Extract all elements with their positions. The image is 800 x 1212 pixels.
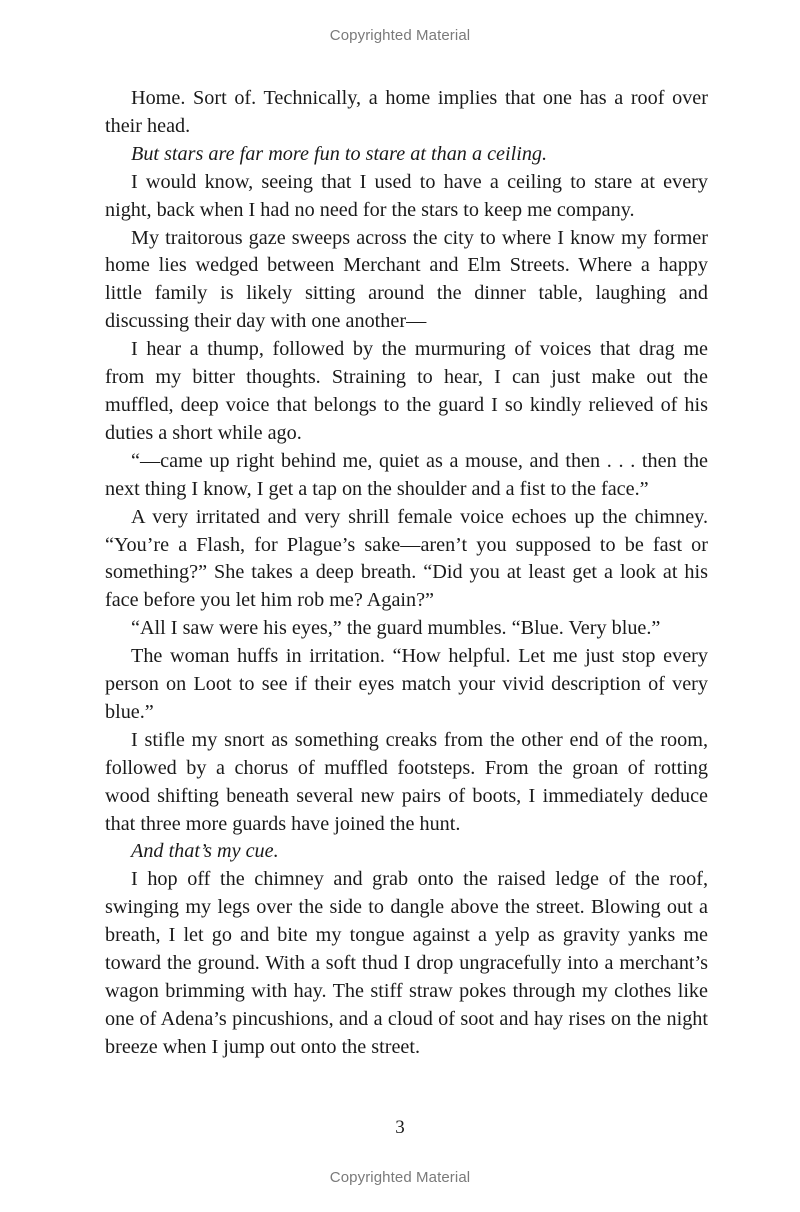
paragraph: “—came up right behind me, quiet as a mouse, and then . . . then the next thing I know, I get a tap on the shoulder and a fist to the face.” <box>105 449 708 500</box>
paragraph: I stifle my snort as something creaks from the other end of the room, followed by a chorus of muffled footsteps. From the groan of rotting wood shifting beneath several new pairs of boots, I immediately deduce that three more guards have joined the hunt. <box>105 728 708 835</box>
watermark-top: Copyrighted Material <box>329 27 471 44</box>
paragraph: My traitorous gaze sweeps across the city to where I know my former home lies wedged between Merchant and Elm Streets. Where a happy little family is likely sitting around the dinner table, laughing and discussing their day with one another— <box>105 226 708 333</box>
italic-paragraph: But stars are far more fun to stare at than a ceiling. <box>131 142 548 165</box>
page-number: 3 <box>395 1117 405 1138</box>
paragraph: I hop off the chimney and grab onto the raised ledge of the roof, swinging my legs over the side to dangle above the street. Blowing out a breath, I let go and bite my tongue against a yelp as gravity yanks me toward the ground. With a soft thud I drop ungracefully into a merchant’s wagon brimming with hay. The stiff straw pokes through my clothes like one of Adena’s pincushions, and a cloud of soot and hay rises on the night breeze when I jump out onto the street. <box>105 868 708 1058</box>
paragraph: I would know, seeing that I used to have a ceiling to stare at every night, back when I had no need for the stars to keep me company. <box>105 170 708 221</box>
italic-paragraph: And that’s my cue. <box>131 840 279 863</box>
paragraph: The woman huffs in irritation. “How helpful. Let me just stop every person on Loot to see if their eyes match your vivid description of very blue.” <box>105 645 708 723</box>
paragraph: A very irritated and very shrill female voice echoes up the chimney. “You’re a Flash, for Plague’s sake—aren’t you supposed to be fast or something?” She takes a deep breath. “Did you at least get a look at his face before you let him rob me? Again?” <box>105 505 708 612</box>
paragraph: Home. Sort of. Technically, a home implies that one has a roof over their head. <box>105 87 708 137</box>
page-body-text <box>105 85 708 1062</box>
paragraph: “All I saw were his eyes,” the guard mumbles. “Blue. Very blue.” <box>131 617 661 640</box>
paragraph: I hear a thump, followed by the murmuring of voices that drag me from my bitter thoughts. Straining to hear, I can just make out the muffled, deep voice that belongs to the guard I so kindly relieved of his duties a short while ago. <box>105 338 708 444</box>
watermark-bottom: Copyrighted Material <box>329 1169 471 1186</box>
